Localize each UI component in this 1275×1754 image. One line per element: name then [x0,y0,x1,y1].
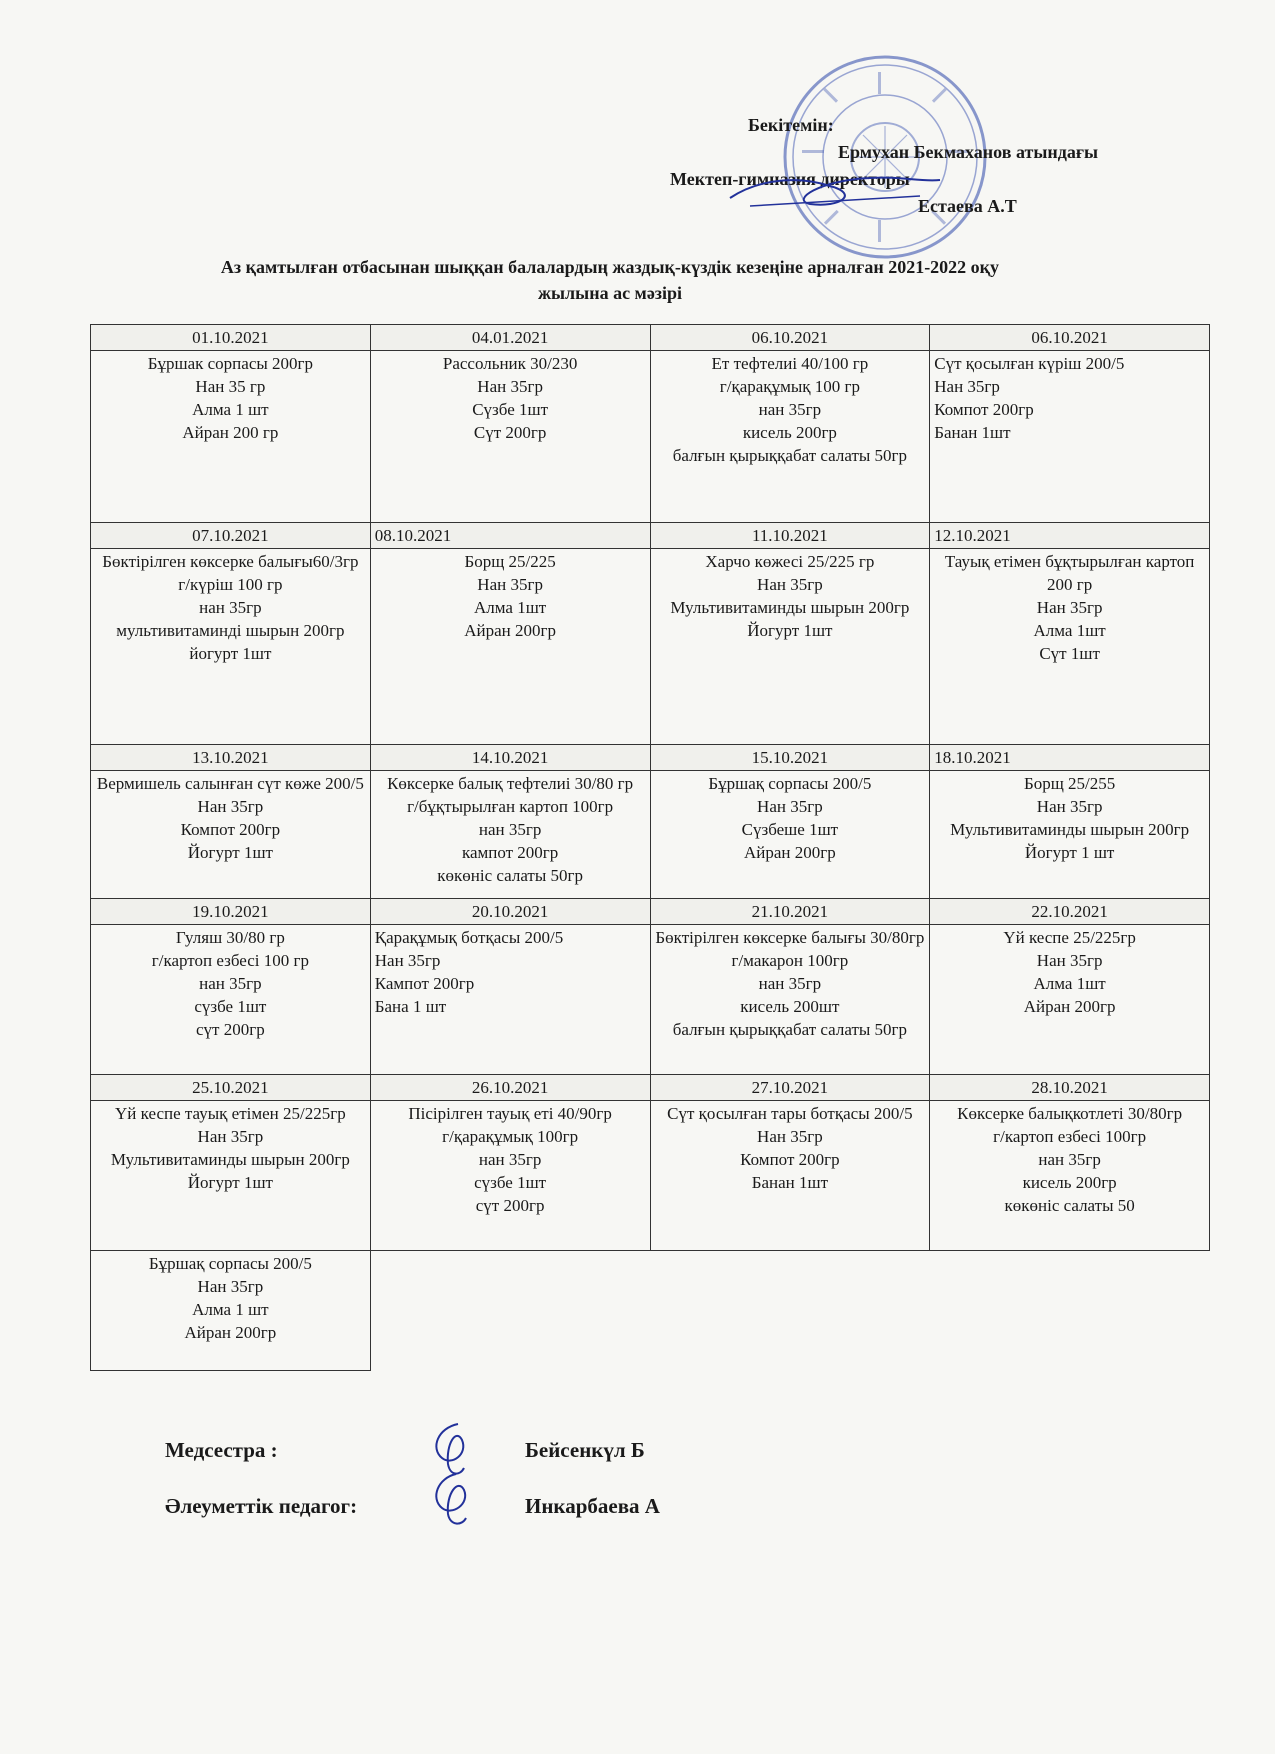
meal-item: Алма 1шт [1033,974,1106,993]
date-cell: 20.10.2021 [370,899,650,925]
meal-item: нан 35гр [1038,1150,1101,1169]
approval-title: Бекітемін: [748,115,834,135]
date-cell: 04.01.2021 [370,325,650,351]
meal-item: балғын қырыққабат салаты 50гр [672,446,908,465]
meal-item: Бөктірілген көксерке балығы 30/80гр [655,928,925,947]
meal-item: Мультивитаминды шырын 200гр [950,820,1190,839]
meal-item: Нан 35гр [934,377,1000,396]
meal-item: кисель 200гр [1022,1173,1117,1192]
meal-item: Нан 35гр [1036,797,1103,816]
date-row [91,1075,1210,1101]
date-cell: 06.10.2021 [930,325,1210,351]
meal-item: Айран 200гр [184,1323,277,1342]
meal-cell [370,925,650,1075]
meal-cell [370,549,650,745]
meal-item: сүт 200гр [475,1196,545,1215]
meal-item: Айран 200 гр [182,423,279,442]
date-row [91,745,1210,771]
director-signature [720,158,950,218]
meal-cell [650,549,930,745]
date-cell: 27.10.2021 [650,1075,930,1101]
date-cell: 21.10.2021 [650,899,930,925]
meal-item: мультивитаминді шырын 200гр [116,621,345,640]
pedagogue-role: Әлеуметтік педагог: [165,1494,358,1518]
meal-item: г/макарон 100гр [731,951,849,970]
meal-item: Көксерке балық тефтелиі 30/80 гр [387,774,634,793]
meal-item: Айран 200гр [1023,997,1116,1016]
meal-row [91,1101,1210,1251]
meal-item: Сүзбе 1шт [472,400,549,419]
meal-item: нан 35гр [199,598,262,617]
meal-item: сүзбе 1шт [474,1173,547,1192]
meal-row [91,549,1210,745]
meal-row [91,925,1210,1075]
date-cell: 07.10.2021 [91,523,371,549]
empty-cell [930,1251,1210,1371]
meal-cell [91,549,371,745]
meal-item: Компот 200гр [934,400,1034,419]
meal-item: көкөніс салаты 50гр [437,866,583,885]
meal-item: Бұршақ сорпасы 200/5 [148,1254,312,1273]
meal-item: Нан 35гр [197,1277,264,1296]
date-cell: 06.10.2021 [650,325,930,351]
document-title [90,254,1130,306]
meal-cell [370,1101,650,1251]
meal-item: Бұршақ сорпасы 200/5 [708,774,872,793]
meal-cell [91,1101,371,1251]
nurse-role: Медсестра : [165,1438,278,1462]
meal-item: Үй кеспе 25/225гр [1003,928,1136,947]
date-cell: 22.10.2021 [930,899,1210,925]
meal-item: Рассольник 30/230 [442,354,578,373]
meal-item: Сүзбеше 1шт [741,820,839,839]
meal-item: г/картоп езбесі 100 гр [151,951,309,970]
meal-item: Компот 200гр [740,1150,840,1169]
meal-cell [930,925,1210,1075]
meal-item: Нан 35гр [1036,951,1103,970]
meal-item: көкөніс салаты 50 [1004,1196,1135,1215]
meal-cell [91,351,371,523]
meal-item: г/күріш 100 гр [178,575,283,594]
title-line-2: жылына ас мәзірі [537,283,683,303]
meal-item: нан 35гр [478,1150,542,1169]
meal-cell [930,549,1210,745]
meal-item: Нан 35гр [757,575,823,594]
meal-item: Сүт қосылған тары ботқасы 200/5 [667,1104,913,1123]
empty-cell [650,1251,930,1371]
meal-item: Вермишель салынған сүт көже 200/5 [96,774,364,793]
meal-item: Ет тефтелиі 40/100 гр [711,354,869,373]
date-cell: 12.10.2021 [930,523,1210,549]
meal-item: Алма 1 шт [192,1300,269,1319]
meal-item: Йогурт 1шт [187,1173,273,1192]
date-cell: 19.10.2021 [91,899,371,925]
meal-item: Алма 1шт [1033,621,1106,640]
meal-item: Борщ 25/255 [1023,774,1116,793]
meal-cell [370,351,650,523]
date-row [91,899,1210,925]
meal-cell [650,771,930,899]
date-cell: 13.10.2021 [91,745,371,771]
meal-item: Йогурт 1 шт [1024,843,1115,862]
menu-table-body [91,325,1210,1371]
meal-item: Сүт 1шт [1039,644,1100,663]
meal-item: Мультивитаминды шырын 200гр [670,598,910,617]
meal-cell [650,351,930,523]
meal-item: кисель 200шт [740,997,840,1016]
meal-item: Нан 35гр [757,1127,823,1146]
meal-item: Пісірілген тауық еті 40/90гр [408,1104,612,1123]
meal-row [91,1251,1210,1371]
date-row [91,325,1210,351]
date-cell: 01.10.2021 [91,325,371,351]
meal-item: г/бұқтырылған картоп 100гр [407,797,614,816]
meal-item: г/қарақұмық 100гр [442,1127,579,1146]
meal-item: Айран 200гр [744,843,836,862]
meal-item: Харчо көжесі 25/225 гр [705,552,875,571]
meal-item: г/картоп езбесі 100гр [993,1127,1147,1146]
meal-item: Бана 1 шт [374,997,447,1016]
meal-item: Нан 35гр [757,797,823,816]
meal-cell [930,351,1210,523]
date-cell: 26.10.2021 [370,1075,650,1101]
meal-item: Банан 1шт [751,1173,829,1192]
pedagogue-line [165,1494,660,1519]
date-cell: 08.10.2021 [370,523,650,549]
meal-item: кампот 200гр [461,843,559,862]
meal-cell [930,771,1210,899]
approval-position-line: Мектеп-гимназия директоры [670,169,910,189]
meal-cell [91,771,371,899]
empty-cell [370,1251,650,1371]
pedagogue-name: Инкарбаева А [525,1494,660,1518]
nurse-name: Бейсенкүл Б [525,1438,645,1462]
meal-item: Айран 200гр [464,621,556,640]
title-line-1: Аз қамтылған отбасынан шыққан балалардың жаздық-күздік кезеңіне арналған 2021-2022 оқу [220,257,1000,277]
date-cell: 14.10.2021 [370,745,650,771]
date-cell: 28.10.2021 [930,1075,1210,1101]
meal-item: Йогурт 1шт [187,843,273,862]
meal-row [91,351,1210,523]
meal-item: нан 35гр [758,974,822,993]
date-cell: 18.10.2021 [930,745,1210,771]
meal-item: Алма 1шт [474,598,547,617]
approval-director-name: Естаева А.Т [918,196,1017,216]
meal-cell [930,1101,1210,1251]
meal-item: Компот 200гр [180,820,281,839]
meal-item: Мультивитаминды шырын 200гр [110,1150,350,1169]
approval-school-line: Ермухан Бекмаханов атындағы [838,142,1099,162]
meal-item: кисель 200гр [742,423,837,442]
meal-item: Үй кеспе тауық етімен 25/225гр [115,1104,346,1123]
meal-item: нан 35гр [478,820,542,839]
meal-item: сүт 200гр [196,1020,265,1039]
meal-item: Тауық етімен бұқтырылған картоп 200 гр [944,552,1195,594]
menu-table [90,324,1210,1371]
meal-item: Бөктірілген көксерке балығы60/3гр [102,552,359,571]
meal-item: Нан 35гр [374,951,441,970]
date-cell: 15.10.2021 [650,745,930,771]
meal-item: Нан 35гр [1036,598,1103,617]
meal-item: Көксерке балықкотлеті 30/80гр [957,1104,1183,1123]
meal-item: Гуляш 30/80 гр [175,928,285,947]
meal-cell [91,925,371,1075]
meal-cell [370,771,650,899]
meal-item: Алма 1 шт [192,400,269,419]
meal-item: Сүт қосылған күріш 200/5 [934,354,1125,373]
meal-cell [650,925,930,1075]
meal-item: Сүт 200гр [473,423,547,442]
meal-item: Нан 35 гр [195,377,266,396]
nurse-line [165,1438,645,1463]
meal-item: Қарақұмық ботқасы 200/5 [374,928,564,947]
meal-item: Йогурт 1шт [747,621,833,640]
meal-row [91,771,1210,899]
meal-item: Нан 35гр [477,575,543,594]
meal-item: сүзбе 1шт [194,997,267,1016]
meal-item: Нан 35гр [197,797,264,816]
meal-item: г/қарақұмық 100 гр [719,377,860,396]
meal-item: Нан 35гр [477,377,543,396]
meal-item: балғын қырыққабат салаты 50гр [672,1020,908,1039]
meal-item: Бұршак сорпасы 200гр [147,354,314,373]
meal-cell [650,1101,930,1251]
meal-item: нан 35гр [758,400,822,419]
meal-item: Кампот 200гр [374,974,475,993]
meal-item: йогурт 1шт [189,644,272,663]
date-cell: 11.10.2021 [650,523,930,549]
meal-cell [91,1251,371,1371]
meal-item: Нан 35гр [197,1127,264,1146]
meal-item: нан 35гр [199,974,262,993]
date-row [91,523,1210,549]
meal-item: Борщ 25/225 [464,552,556,571]
date-cell: 25.10.2021 [91,1075,371,1101]
meal-item: Банан 1шт [934,423,1011,442]
